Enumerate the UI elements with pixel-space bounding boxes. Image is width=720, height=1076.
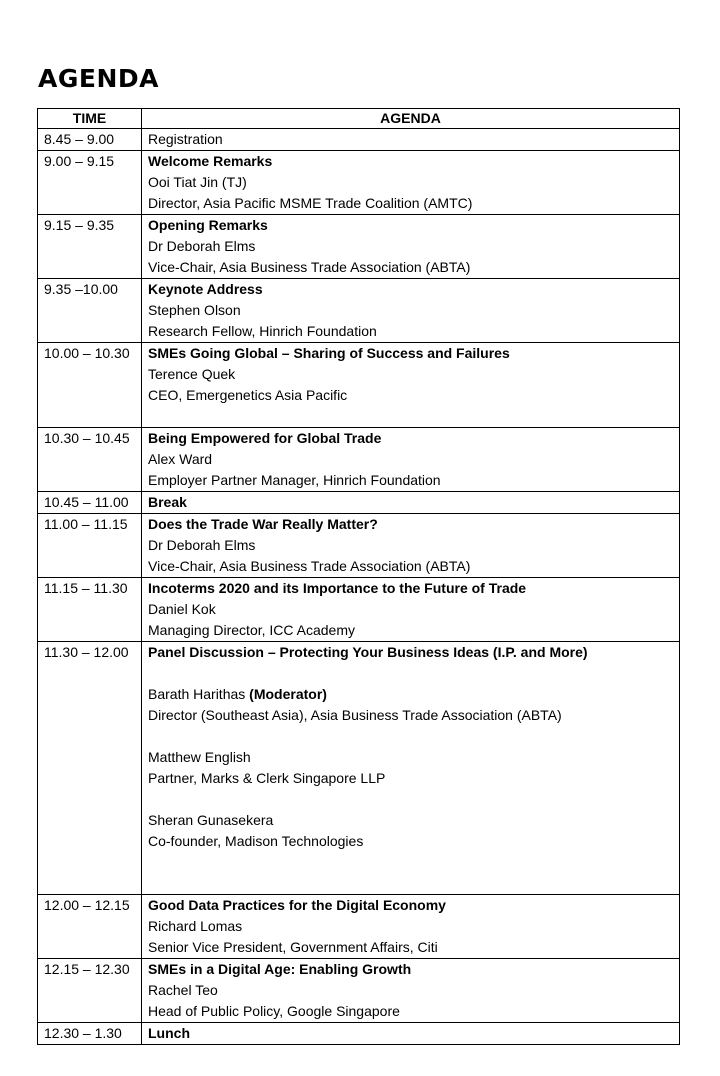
row-time: 11.15 – 11.30 [38, 578, 142, 642]
row-time: 9.00 – 9.15 [38, 151, 142, 215]
row-details [142, 151, 680, 215]
row-time: 12.00 – 12.15 [38, 895, 142, 959]
speaker-role: Managing Director, ICC Academy [148, 622, 355, 638]
blank-line [148, 852, 679, 873]
table-row [38, 514, 680, 578]
blank-line [148, 789, 679, 810]
panelist-role: Co-founder, Madison Technologies [148, 833, 364, 849]
speaker-role: Head of Public Policy, Google Singapore [148, 1003, 400, 1019]
speaker-name: Stephen Olson [148, 302, 241, 318]
session-title: Keynote Address [148, 281, 263, 297]
moderator-role: Director (Southeast Asia), Asia Business Trade Association (ABTA) [148, 707, 562, 723]
table-row [38, 215, 680, 279]
session-title: Panel Discussion – Protecting Your Business Ideas (I.P. and More) [148, 644, 588, 660]
session-title: Does the Trade War Really Matter? [148, 516, 378, 532]
speaker-role: Vice-Chair, Asia Business Trade Association (ABTA) [148, 259, 471, 275]
panelist-name: Sheran Gunasekera [148, 812, 274, 828]
speaker-name: Terence Quek [148, 366, 236, 382]
row-time: 11.00 – 11.15 [38, 514, 142, 578]
row-time: 11.30 – 12.00 [38, 642, 142, 895]
session-title: Lunch [148, 1025, 190, 1041]
blank-line [148, 663, 679, 684]
row-time: 10.30 – 10.45 [38, 428, 142, 492]
header-agenda: AGENDA [142, 109, 680, 129]
table-row [38, 492, 680, 514]
agenda-table [37, 108, 680, 1045]
row-time: 8.45 – 9.00 [38, 129, 142, 151]
table-header-row [38, 109, 680, 129]
row-details [142, 492, 680, 514]
row-details [142, 514, 680, 578]
row-time: 10.45 – 11.00 [38, 492, 142, 514]
speaker-role: Director, Asia Pacific MSME Trade Coalition (AMTC) [148, 195, 473, 211]
speaker-name: Dr Deborah Elms [148, 238, 256, 254]
row-details [142, 215, 680, 279]
header-time: TIME [38, 109, 142, 129]
session-title: Good Data Practices for the Digital Economy [148, 897, 446, 913]
session-title: Being Empowered for Global Trade [148, 430, 382, 446]
speaker-role: Employer Partner Manager, Hinrich Foundation [148, 472, 441, 488]
row-time: 12.15 – 12.30 [38, 959, 142, 1023]
row-time: 12.30 – 1.30 [38, 1023, 142, 1045]
row-details [142, 1023, 680, 1045]
session-title: Registration [148, 131, 223, 147]
speaker-name: Rachel Teo [148, 982, 218, 998]
table-row [38, 578, 680, 642]
row-time: 9.35 –10.00 [38, 279, 142, 343]
row-details [142, 959, 680, 1023]
table-row [38, 343, 680, 428]
session-title: Opening Remarks [148, 217, 268, 233]
row-details [142, 428, 680, 492]
speaker-role: Vice-Chair, Asia Business Trade Association (ABTA) [148, 558, 471, 574]
speaker-name: Ooi Tiat Jin (TJ) [148, 174, 247, 190]
speaker-name: Daniel Kok [148, 601, 216, 617]
session-title: Incoterms 2020 and its Importance to the Future of Trade [148, 580, 527, 596]
moderator-tag: (Moderator) [249, 686, 327, 702]
row-time: 9.15 – 9.35 [38, 215, 142, 279]
speaker-name: Alex Ward [148, 451, 213, 467]
table-row [38, 895, 680, 959]
table-row [38, 959, 680, 1023]
session-title: SMEs Going Global – Sharing of Success and Failures [148, 345, 510, 361]
row-time: 10.00 – 10.30 [38, 343, 142, 428]
row-details [142, 642, 680, 895]
panelist-name: Matthew English [148, 749, 251, 765]
moderator-name: Barath Harithas [148, 686, 246, 702]
blank-line [148, 406, 679, 427]
row-details [142, 129, 680, 151]
table-row [38, 642, 680, 895]
speaker-name: Dr Deborah Elms [148, 537, 256, 553]
speaker-role: Senior Vice President, Government Affairs, Citi [148, 939, 438, 955]
moderator-line [148, 684, 679, 705]
speaker-role: Research Fellow, Hinrich Foundation [148, 323, 377, 339]
table-row [38, 151, 680, 215]
row-details [142, 578, 680, 642]
row-details [142, 895, 680, 959]
table-row [38, 1023, 680, 1045]
table-row [38, 279, 680, 343]
session-title: Break [148, 494, 187, 510]
session-title: SMEs in a Digital Age: Enabling Growth [148, 961, 412, 977]
table-row [38, 428, 680, 492]
row-details [142, 279, 680, 343]
page-title: AGENDA [38, 64, 159, 93]
blank-line [148, 873, 679, 894]
session-title: Welcome Remarks [148, 153, 273, 169]
speaker-role: CEO, Emergenetics Asia Pacific [148, 387, 348, 403]
speaker-name: Richard Lomas [148, 918, 243, 934]
row-details [142, 343, 680, 428]
blank-line [148, 726, 679, 747]
table-row [38, 129, 680, 151]
panelist-role: Partner, Marks & Clerk Singapore LLP [148, 770, 386, 786]
